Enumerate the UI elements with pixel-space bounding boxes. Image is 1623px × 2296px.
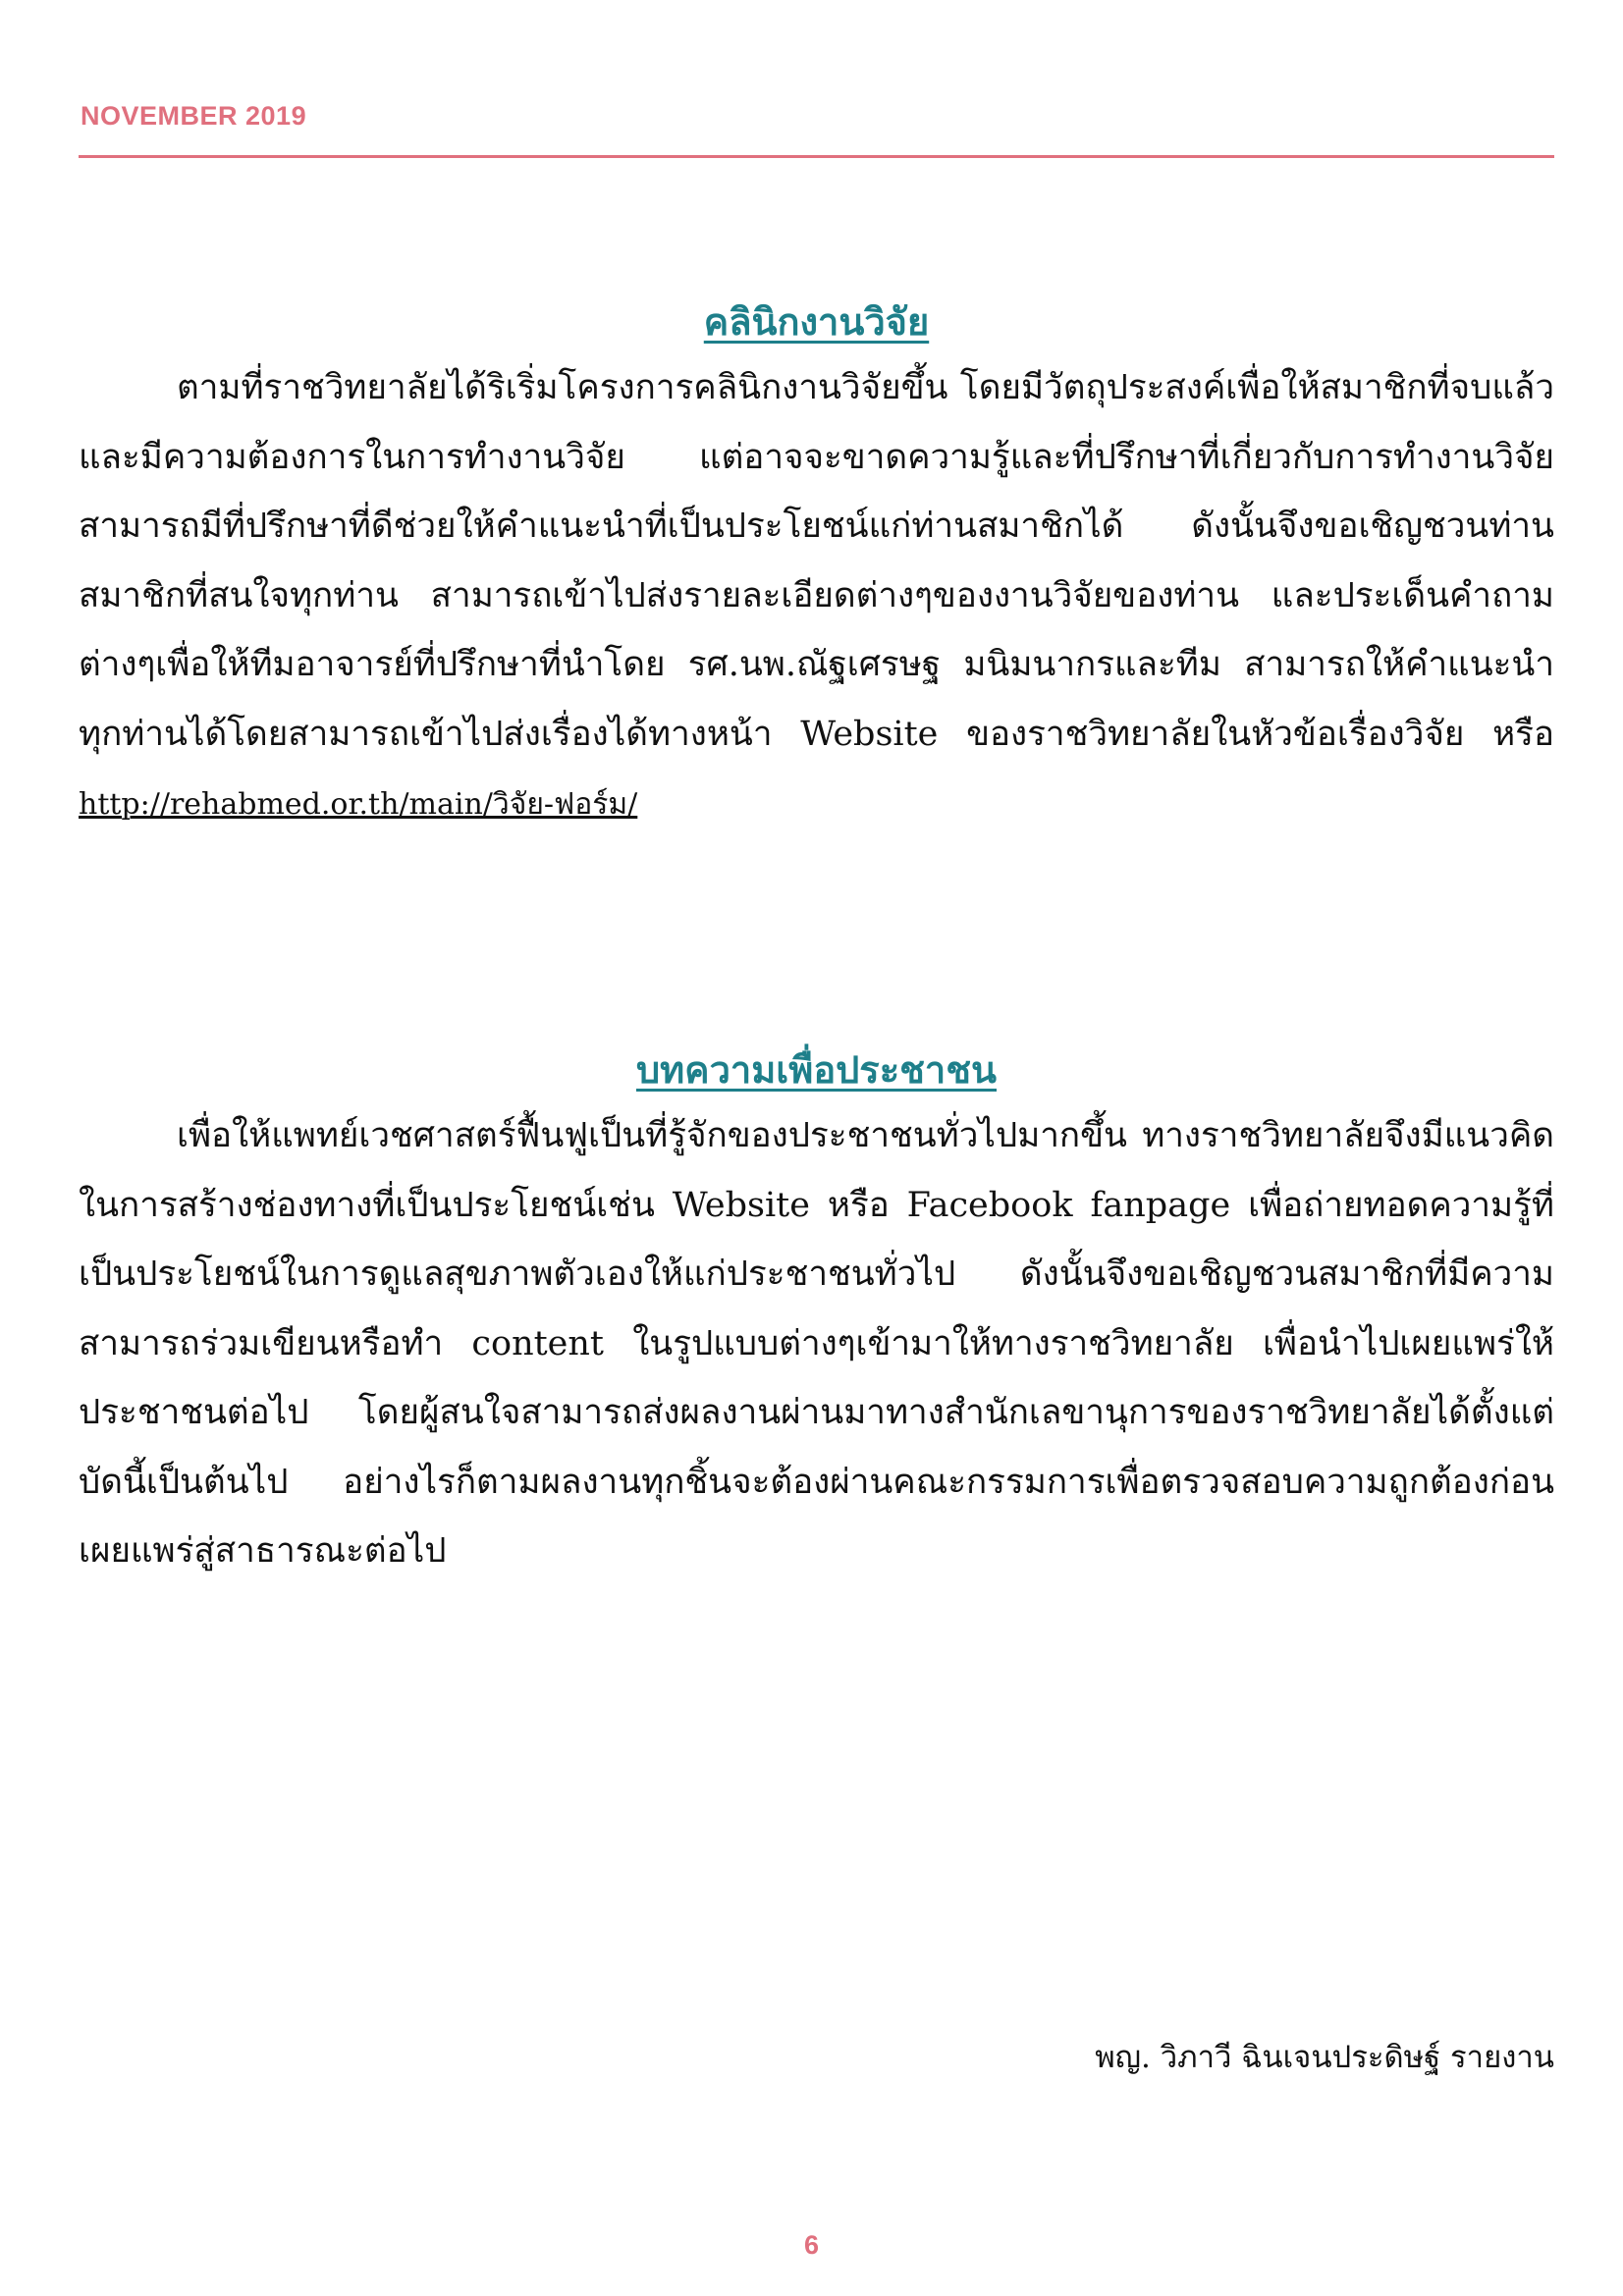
header-divider (79, 155, 1554, 158)
section-body-public-articles: เพื่อให้แพทย์เวชศาสตร์ฟื้นฟูเป็นที่รู้จักของประชาชนทั่วไปมากขึ้น ทางราชวิทยาลัยจึงมีแนวคิดในการสร้างช่องทางที่เป็นประโยชน์เช่น Website หรือ Facebook fanpage เพื่อถ่ายทอดความรู้ที่เป็นประโยชน์ในการดูแลสุขภาพตัวเองให้แก่ประชาชนทั่วไป ดังนั้นจึงขอเชิญชวนสมาชิกที่มีความสามารถร่วมเขียนหรือทำ content ในรูปแบบต่างๆเข้ามาให้ทางราชวิทยาลัย เพื่อนำไปเผยแพร่ให้ประชาชนต่อไป โดยผู้สนใจสามารถส่งผลงานผ่านมาทางสำนักเลขานุการของราชวิทยาลัยได้ตั้งแต่บัดนี้เป็นต้นไป อย่างไรก็ตามผลงานทุกชิ้นจะต้องผ่านคณะกรรมการเพื่อตรวจสอบความถูกต้องก่อนเผยแพร่สู่สาธารณะต่อไป (79, 1116, 1554, 1571)
section-public-articles (79, 1039, 1554, 1586)
header-date: NOVEMBER 2019 (81, 101, 307, 131)
reporter-signature: พญ. วิภาวี ฉินเจนประดิษฐ์ รายงาน (1095, 2040, 1554, 2075)
section-research-clinic (79, 291, 1554, 840)
section-title-research-clinic: คลินิกงานวิจัย (703, 300, 930, 344)
section-body-research-clinic (79, 353, 1554, 840)
research-form-link[interactable]: http://rehabmed.or.th/main/วิจัย-ฟอร์ม/ (79, 787, 638, 822)
research-clinic-text: ตามที่ราชวิทยาลัยได้ริเริ่มโครงการคลินิกงานวิจัยขึ้น โดยมีวัตถุประสงค์เพื่อให้สมาชิกที่จบแล้วและมีความต้องการในการทำงานวิจัย แต่อาจจะขาดความรู้และที่ปรึกษาที่เกี่ยวกับการทำงานวิจัย สามารถมีที่ปรึกษาที่ดีช่วยให้คำแนะนำที่เป็นประโยชน์แก่ท่านสมาชิกได้ ดังนั้นจึงขอเชิญชวนท่านสมาชิกที่สนใจทุกท่าน สามารถเข้าไปส่งรายละเอียดต่างๆของงานวิจัยของท่าน และประเด็นคำถามต่างๆเพื่อให้ทีมอาจารย์ที่ปรึกษาที่นำโดย รศ.นพ.ณัฐเศรษฐ มนิมนากรและทีม สามารถให้คำแนะนำทุกท่านได้โดยสามารถเข้าไปส่งเรื่องได้ทางหน้า Website ของราชวิทยาลัยในหัวข้อเรื่องวิจัย หรือ (79, 368, 1554, 754)
section-title-public-articles: บทความเพื่อประชาชน (635, 1048, 997, 1092)
page-number: 6 (803, 2230, 820, 2260)
